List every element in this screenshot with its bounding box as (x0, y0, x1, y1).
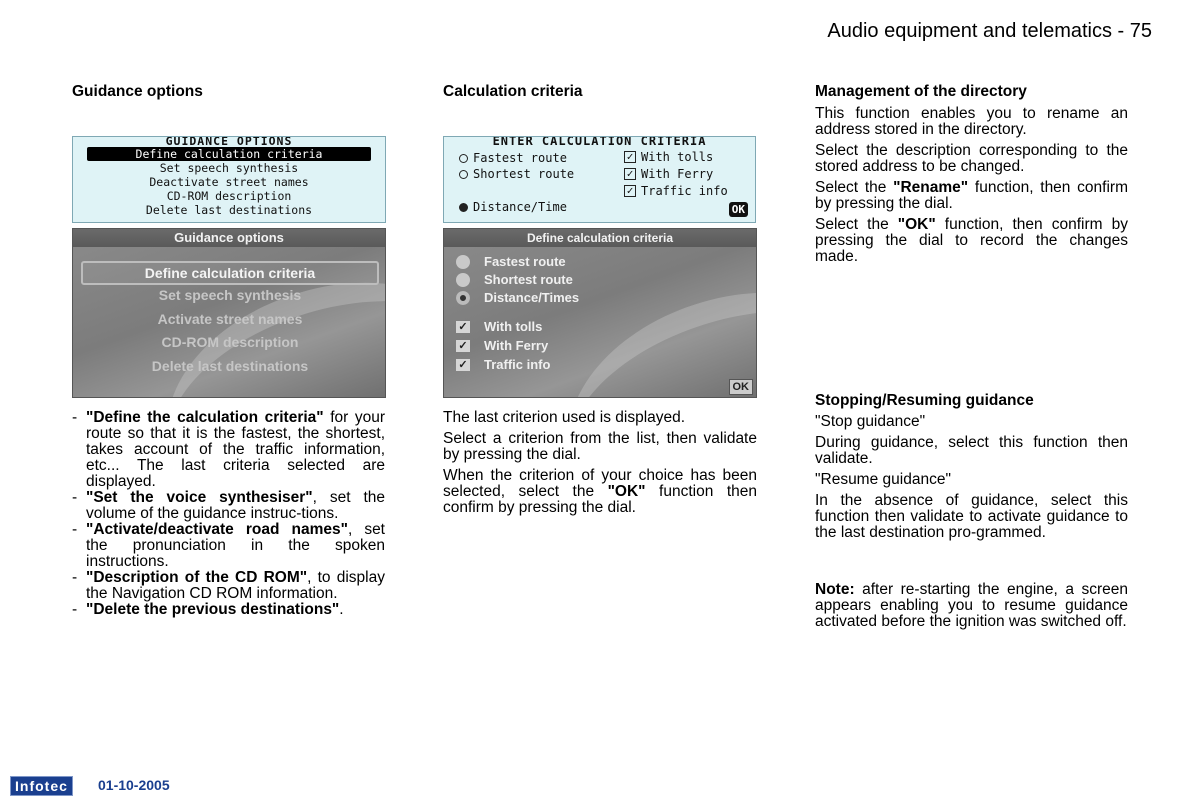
screen-menu-item: Set speech synthesis (158, 287, 302, 303)
screen-menu-item: CD-ROM description (161, 334, 299, 350)
lcd-check-option (624, 150, 713, 164)
paragraph: This function enables you to rename an address stored in the directory. (815, 105, 1128, 138)
paragraph: During guidance, select this function then validate. (815, 434, 1128, 467)
lcd-item: CD-ROM description (166, 189, 292, 203)
screen-radio-label: Shortest route (484, 272, 573, 287)
list-item: - "Delete the previous destinations". (72, 601, 344, 618)
screen-check-label: With Ferry (484, 338, 549, 353)
list-item: - "Description of the CD ROM", to display the Navigation CD ROM information. (72, 569, 385, 602)
item-bold: "Description of the CD ROM" (86, 569, 308, 586)
text-bold: "Rename" (893, 179, 969, 196)
checkbox-checked-icon: ✓ (624, 151, 636, 163)
text-run: When the criterion of your choice has been selected, select the (443, 467, 757, 500)
paragraph: "Stop guidance" (815, 413, 926, 430)
text-run: Select the (815, 179, 894, 196)
guidance-options-color-screen (72, 228, 386, 398)
radio-selected-icon (456, 291, 470, 305)
paragraph: In the absence of guidance, select this function then validate to activate guidance to the last destination pro-grammed. (815, 492, 1128, 541)
directory-heading: Management of the directory (815, 83, 1027, 100)
screen-title: Guidance options (73, 229, 385, 247)
list-item: - "Activate/deactivate road names", set the pronunciation in the spoken instructions. (72, 521, 385, 570)
screen-check-option (456, 338, 548, 353)
checkbox-checked-icon: ✓ (624, 168, 636, 180)
screen-ok-button: OK (729, 379, 754, 395)
text-bold: "OK" (607, 483, 646, 500)
lcd-check-option (624, 167, 713, 181)
item-bold: "Activate/deactivate road names" (86, 521, 348, 538)
item-text: , set the volume of the guidance instruc-tions. (86, 489, 385, 522)
screen-check-option (456, 319, 542, 334)
screen-radio-label: Fastest route (484, 254, 566, 269)
screen-check-label: With tolls (484, 319, 543, 334)
lcd-check-label: With Ferry (641, 167, 714, 181)
radio-empty-icon (456, 273, 470, 287)
item-text: , set the pronunciation in the spoken instructions. (86, 521, 385, 570)
screen-check-label: Traffic info (484, 357, 551, 372)
item-text: for your route so that it is the fastest, the shortest, takes account of the traffic information, etc... The last criteria selected are displayed. (86, 409, 386, 490)
stopping-guidance-heading: Stopping/Resuming guidance (815, 392, 1034, 409)
screen-radio-option (456, 254, 566, 269)
lcd-radio-label: Fastest route (473, 151, 567, 165)
checkbox-checked-icon: ✓ (456, 321, 470, 333)
note-body: after re-starting the engine, a screen appears enabling you to resume guidance activated before the ignition was switched off. (815, 581, 1128, 630)
lcd-title: GUIDANCE OPTIONS (165, 137, 293, 147)
paragraph: "Resume guidance" (815, 471, 951, 488)
screen-check-option (456, 357, 550, 372)
paragraph (815, 180, 1128, 212)
guidance-options-lcd-screen (72, 136, 386, 223)
page-header-title: Audio equipment and telematics - 75 (827, 20, 1152, 42)
lcd-item: Deactivate street names (149, 175, 309, 189)
screen-menu-item-selected: Define calculation criteria (81, 261, 379, 285)
radio-empty-icon (459, 170, 468, 179)
paragraph (443, 468, 757, 516)
item-text: , to display the Navigation CD ROM information. (86, 569, 385, 602)
radio-empty-icon (459, 154, 468, 163)
paragraph (815, 217, 1128, 265)
text-run: function, then confirm by pressing the dial to record the changes made. (815, 216, 1128, 265)
checkbox-checked-icon: ✓ (624, 185, 636, 197)
screen-menu-item: Delete last destinations (151, 358, 309, 374)
lcd-item: Set speech synthesis (159, 161, 299, 175)
guidance-options-heading: Guidance options (72, 83, 203, 100)
note-text (815, 582, 1128, 630)
screen-radio-option (456, 290, 579, 305)
screen-radio-label: Distance/Times (484, 290, 580, 305)
item-text: . (339, 601, 344, 618)
screen-title: Define calculation criteria (444, 229, 756, 247)
text-bold: "OK" (897, 216, 936, 233)
lcd-radio-option (459, 200, 567, 214)
item-bold: "Set the voice synthesiser" (86, 489, 313, 506)
lcd-title: ENTER CALCULATION CRITERIA (492, 137, 707, 147)
lcd-item: Delete last destinations (145, 203, 313, 217)
lcd-check-label: With tolls (641, 150, 714, 164)
calculation-criteria-color-screen (443, 228, 757, 398)
note-label: Note: (815, 581, 855, 598)
calculation-criteria-heading: Calculation criteria (443, 83, 583, 100)
checkbox-checked-icon: ✓ (456, 359, 470, 371)
footer-date: 01-10-2005 (98, 777, 170, 793)
screen-radio-option (456, 272, 573, 287)
calculation-criteria-text (443, 410, 757, 521)
item-bold: "Delete the previous destinations" (86, 601, 340, 618)
checkbox-checked-icon: ✓ (456, 340, 470, 352)
radio-selected-icon (459, 203, 468, 212)
radio-empty-icon (456, 255, 470, 269)
lcd-check-label: Traffic info (641, 184, 728, 198)
directory-text (815, 106, 1128, 270)
stopping-guidance-text (815, 414, 1128, 546)
guidance-options-list (72, 410, 385, 618)
infotec-logo: Infotec (10, 776, 73, 796)
screen-menu-item: Activate street names (157, 311, 303, 327)
paragraph: Select a criterion from the list, then validate by pressing the dial. (443, 430, 757, 463)
lcd-ok-button: OK (729, 202, 748, 217)
paragraph: Select the description corresponding to the stored address to be changed. (815, 142, 1128, 175)
list-item: - "Define the calculation criteria" for your route so that it is the fastest, the shortest, takes account of the traffic information, etc... The last criteria selected are displayed. (72, 409, 386, 490)
item-bold: "Define the calculation criteria" (86, 409, 324, 426)
calculation-criteria-lcd-screen (443, 136, 756, 223)
lcd-radio-label: Distance/Time (473, 200, 567, 214)
lcd-radio-option (459, 151, 567, 165)
text-run: Select the (815, 216, 898, 233)
lcd-check-option (624, 184, 728, 198)
lcd-radio-label: Shortest route (473, 167, 575, 181)
list-item: - "Set the voice synthesiser", set the volume of the guidance instruc-tions. (72, 489, 385, 522)
text-run: function, then confirm by pressing the dial. (815, 179, 1128, 212)
lcd-radio-option (459, 167, 574, 181)
paragraph: The last criterion used is displayed. (443, 409, 686, 426)
lcd-item: Define calculation criteria (87, 147, 371, 161)
text-run: function then confirm by pressing the dial. (443, 483, 757, 516)
